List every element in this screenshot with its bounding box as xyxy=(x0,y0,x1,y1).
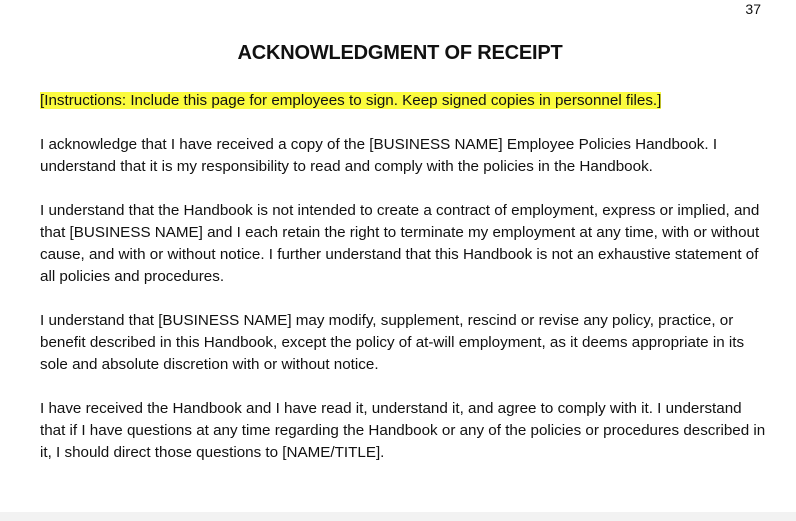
instructions-highlight: [Instructions: Include this page for employees to sign. Keep signed copies in personnel files.] xyxy=(40,92,662,109)
page-title: ACKNOWLEDGMENT OF RECEIPT xyxy=(237,42,563,64)
instructions-note xyxy=(40,90,766,112)
paragraph-receipt: I acknowledge that I have received a copy of the [BUSINESS NAME] Employee Policies Handbook. I understand that it is my responsibility to read and comply with the policies in the Handbook. xyxy=(40,136,718,175)
paragraph-agreement: I have received the Handbook and I have read it, understand it, and agree to comply with it. I understand that if I have questions at any time regarding the Handbook or any of the policies or procedures described in it, I should direct those questions to [NAME/TITLE]. xyxy=(40,400,766,461)
paragraph-modification: I understand that [BUSINESS NAME] may modify, supplement, rescind or revise any policy, practice, or benefit described in this Handbook, except the policy of at-will employment, as it deems appropriate in its sole and absolute discretion with or without notice. xyxy=(40,312,745,373)
page-number: 37 xyxy=(745,1,761,17)
page-bottom-edge xyxy=(0,512,796,521)
paragraph-no-contract: I understand that the Handbook is not intended to create a contract of employment, express or implied, and that [BUSINESS NAME] and I each retain the right to terminate my employment at any time, with or without cause, and with or without notice. I further understand that this Handbook is not an exhaustive statement of all policies and procedures. xyxy=(40,202,760,285)
